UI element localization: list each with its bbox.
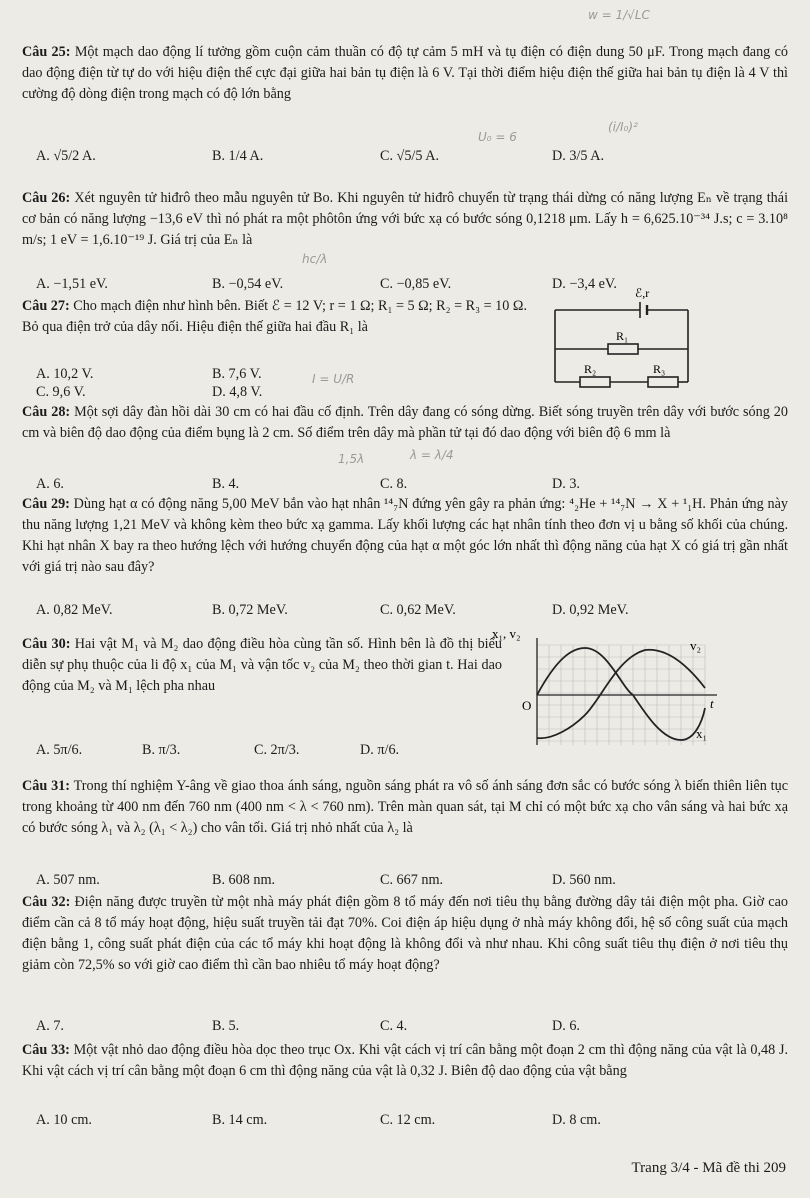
question-28	[22, 402, 788, 444]
options-27-row2	[22, 384, 322, 404]
option-c[interactable]: C. 8.	[380, 476, 408, 492]
oscillation-graph	[492, 626, 727, 753]
r1-label: R₁	[616, 329, 629, 343]
option-b[interactable]: B. 14 cm.	[212, 1112, 268, 1128]
question-31	[22, 776, 788, 839]
options-33	[22, 1112, 788, 1132]
option-c[interactable]: C. 4.	[380, 1018, 408, 1034]
option-b[interactable]: B. 5.	[212, 1018, 240, 1034]
emf-label: ℰ,r	[635, 286, 650, 300]
options-25	[22, 148, 788, 168]
question-number: Câu 28:	[22, 404, 71, 420]
option-c[interactable]: C. 12 cm.	[380, 1112, 436, 1128]
option-b[interactable]: B. −0,54 eV.	[212, 276, 284, 292]
question-29	[22, 494, 788, 578]
question-text: Một vật nhỏ dao động điều hòa dọc theo trục Ox. Khi vật cách vị trí cân bằng một đoạn 2 cm thì động năng của vật là 0,48 J. Khi vật cách vị trí cân bằng một đoạn 6 cm thì động năng của vật là 0,32 J. Biên độ dao động của vật bằng	[22, 1042, 789, 1079]
option-b[interactable]: B. 7,6 V.	[212, 366, 262, 382]
option-d[interactable]: D. 560 nm.	[552, 872, 616, 888]
option-b[interactable]: B. 608 nm.	[212, 872, 276, 888]
v2-label: v₂	[690, 638, 702, 653]
question-number: Câu 25:	[22, 44, 71, 60]
options-32	[22, 1018, 788, 1038]
options-27-row1	[22, 366, 322, 386]
question-number: Câu 26:	[22, 190, 71, 206]
question-33	[22, 1040, 788, 1082]
question-text: Xét nguyên tử hiđrô theo mẫu nguyên tử Bo. Khi nguyên tử hiđrô chuyển từ trạng thái dừng có năng lượng Eₙ về trạng thái cơ bản có năng lượng −13,6 eV thì nó phát ra một phôtôn ứng với bức xạ có bước sóng 0,1218 μm. Lấy h = 6,625.10⁻³⁴ J.s; c = 3.10⁸ m/s; 1 eV = 1,6.10⁻¹⁹ J. Giá trị của Eₙ là	[22, 190, 789, 248]
option-b[interactable]: B. π/3.	[142, 742, 181, 758]
question-number: Câu 27:	[22, 298, 70, 314]
r3-label: R₃	[653, 362, 666, 376]
option-d[interactable]: D. 0,92 MeV.	[552, 602, 629, 618]
option-c[interactable]: C. 9,6 V.	[36, 384, 86, 400]
option-d[interactable]: D. 6.	[552, 1018, 580, 1034]
question-27	[22, 296, 527, 338]
t-axis-label: t	[710, 696, 714, 711]
option-b[interactable]: B. 0,72 MeV.	[212, 602, 288, 618]
option-d[interactable]: D. 4,8 V.	[212, 384, 263, 400]
option-c[interactable]: C. −0,85 eV.	[380, 276, 452, 292]
handwritten-note: hc/λ	[302, 252, 328, 266]
question-text: Điện năng được truyền từ một nhà máy phát điện gồm 8 tổ máy đến nơi tiêu thụ bằng đường dây tải điện một pha. Giờ cao điểm cần cả 8 tổ máy hoạt động, hiệu suất truyền tải đạt 70%. Coi điện áp hiệu dụng ở nhà máy không đổi, hệ số công suất của mạch điện bằng 1, công suất phát điện của các tổ máy khi hoạt động là không đổi và như nhau. Khi công suất tiêu thụ điện ở nơi tiêu thụ giảm còn 72,5% so với giờ cao điểm thì cần bao nhiêu tổ máy hoạt động?	[22, 894, 788, 973]
options-31	[22, 872, 788, 892]
question-text: Một sợi dây đàn hồi dài 30 cm có hai đầu cố định. Trên dây đang có sóng dừng. Biết sóng truyền trên dây với bước sóng 20 cm và biên độ dao động của điểm bụng là 2 cm. Số điểm trên dây mà phần tử tại đó dao động với biên độ 6 mm là	[22, 404, 788, 441]
option-c[interactable]: C. 2π/3.	[254, 742, 300, 758]
options-28	[22, 476, 788, 496]
question-number: Câu 30:	[22, 636, 71, 652]
r2-label: R₂	[584, 362, 597, 376]
option-c[interactable]: C. 667 nm.	[380, 872, 444, 888]
question-text: Cho mạch điện như hình bên. Biết ℰ = 12 V; r = 1 Ω; R₁ = 5 Ω; R₂ = R₃ = 10 Ω. Bỏ qua điện trở của dây nối. Hiệu điện thế giữa hai đầu R₁ là	[22, 298, 527, 335]
question-25	[22, 42, 788, 105]
question-26	[22, 188, 788, 251]
option-d[interactable]: D. 8 cm.	[552, 1112, 601, 1128]
origin-label: O	[522, 698, 532, 713]
handwritten-note: (i/I₀)²	[608, 120, 638, 134]
question-text: Trong thí nghiệm Y-âng về giao thoa ánh sáng, nguồn sáng phát ra vô số ánh sáng đơn sắc có bước sóng λ biến thiên liên tục trong khoảng từ 400 nm đến 760 nm (400 nm < λ < 760 nm). Trên màn quan sát, tại M chỉ có một bức xạ cho vân sáng và hai bức xạ có bước sóng λ₁ và λ₂ (λ₁ < λ₂) cho vân tối. Giá trị nhỏ nhất của λ₂ là	[22, 778, 788, 836]
question-text: Hai vật M₁ và M₂ dao động điều hòa cùng tần số. Hình bên là đồ thị biểu diễn sự phụ thuộc của li độ x₁ của M₁ và vận tốc v₂ của M₂ theo thời gian t. Hai dao động của M₂ và M₁ lệch pha nhau	[22, 636, 503, 694]
option-a[interactable]: A. 7.	[36, 1018, 64, 1034]
options-30	[22, 742, 482, 762]
option-d[interactable]: D. π/6.	[360, 742, 400, 758]
option-b[interactable]: B. 4.	[212, 476, 240, 492]
option-a[interactable]: A. 0,82 MeV.	[36, 602, 113, 618]
option-a[interactable]: A. 10 cm.	[36, 1112, 92, 1128]
page-footer: Trang 3/4 - Mã đề thi 209	[631, 1160, 786, 1176]
option-d[interactable]: D. 3/5 A.	[552, 148, 605, 164]
option-a[interactable]: A. 507 nm.	[36, 872, 100, 888]
option-a[interactable]: A. 10,2 V.	[36, 366, 94, 382]
option-c[interactable]: C. 0,62 MeV.	[380, 602, 456, 618]
circuit-diagram	[540, 285, 700, 395]
question-30	[22, 634, 502, 697]
option-a[interactable]: A. −1,51 eV.	[36, 276, 108, 292]
option-c[interactable]: C. √5/5 A.	[380, 148, 440, 164]
option-d[interactable]: D. −3,4 eV.	[552, 276, 617, 292]
question-number: Câu 33:	[22, 1042, 70, 1058]
option-a[interactable]: A. 6.	[36, 476, 64, 492]
handwritten-note: U₀ = 6	[478, 130, 517, 144]
option-b[interactable]: B. 1/4 A.	[212, 148, 264, 164]
question-text: Một mạch dao động lí tưởng gồm cuộn cảm thuần có độ tự cảm 5 mH và tụ điện có điện dung 50 μF. Trong mạch đang có dao động điện từ tự do với hiệu điện thế cực đại giữa hai bản tụ điện là 6 V. Tại thời điểm hiệu điện thế giữa hai bản tụ điện là 4 V thì cường độ dòng điện trong mạch có độ lớn bằng	[22, 44, 788, 102]
option-d[interactable]: D. 3.	[552, 476, 580, 492]
question-number: Câu 31:	[22, 778, 70, 794]
option-a[interactable]: A. 5π/6.	[36, 742, 83, 758]
question-32	[22, 892, 788, 976]
y-axis-label: x₁, v₂	[492, 626, 521, 641]
handwritten-note: λ = λ/4	[410, 448, 454, 462]
option-a[interactable]: A. √5/2 A.	[36, 148, 96, 164]
question-number: Câu 29:	[22, 496, 70, 512]
question-number: Câu 32:	[22, 894, 71, 910]
handwritten-note: I = U/R	[312, 372, 355, 386]
handwritten-note: 1,5λ	[338, 452, 365, 466]
question-text: Dùng hạt α có động năng 5,00 MeV bắn vào hạt nhân ¹⁴₇N đứng yên gây ra phản ứng: ⁴₂He + ¹⁴₇N → X + ¹₁H. Phản ứng này thu năng lượng 1,21 MeV và không kèm theo bức xạ gamma. Lấy khối lượng các hạt nhân tính theo đơn vị u bằng số khối của chúng. Khi hạt nhân X bay ra theo hướng lệch với hướng chuyển động của hạt α một góc lớn nhất thì động năng của hạt X có giá trị gần nhất với giá trị nào sau đây?	[22, 496, 788, 575]
options-29	[22, 602, 788, 622]
x1-label: x₁	[696, 726, 708, 741]
handwritten-note: w = 1/√LC	[588, 8, 650, 22]
